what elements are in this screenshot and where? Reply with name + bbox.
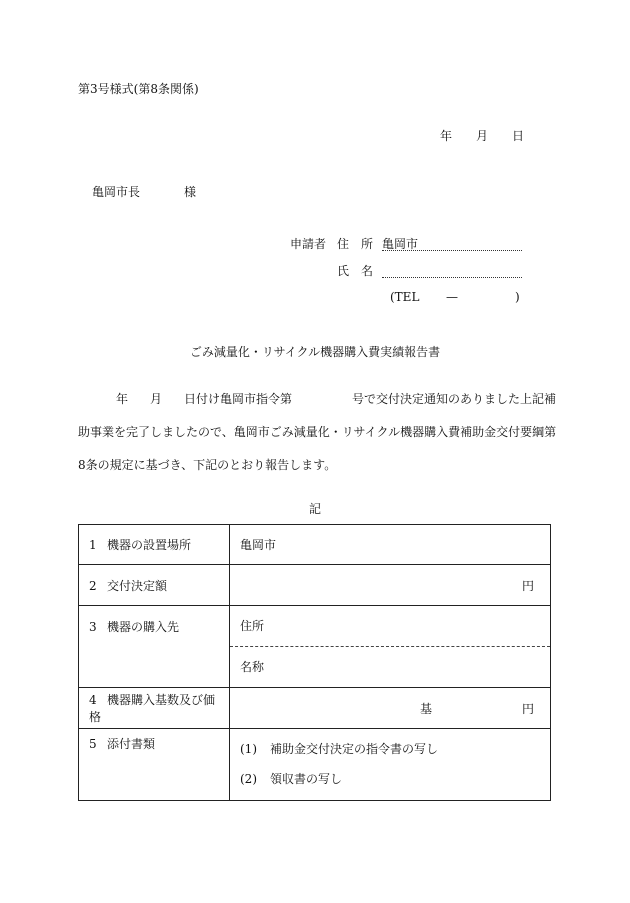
- form-number: 第3号様式(第8条関係): [78, 82, 199, 96]
- row-1-label-cell: [79, 525, 230, 565]
- row-2-label: 交付決定額: [107, 578, 168, 593]
- body-year: 年: [116, 392, 129, 406]
- attachment-2-text: 領収書の写し: [270, 772, 343, 786]
- row-2-value-cell: [230, 565, 551, 606]
- body-end: 号で交付決定通知のありました上記補: [352, 392, 557, 406]
- address-value: 亀岡市: [382, 237, 419, 251]
- row-4-unit-ki: 基: [420, 702, 433, 716]
- row-2-num: 2: [89, 578, 97, 593]
- date-day-label: 日: [512, 129, 525, 143]
- table-row: [79, 729, 551, 801]
- address-label: 住 所: [337, 237, 374, 251]
- table-row: [79, 606, 551, 688]
- row-3-sub-address: [230, 606, 550, 647]
- attachment-2-mark: (2): [240, 772, 257, 786]
- table-row: [79, 565, 551, 606]
- body-line-2: 助事業を完了しましたので、亀岡市ごみ減量化・リサイクル機器購入費補助金交付要綱第: [78, 425, 557, 439]
- table-row: [79, 525, 551, 565]
- body-line-3: 8条の規定に基づき、下記のとおり報告します。: [78, 458, 337, 472]
- body-month: 月: [150, 392, 163, 406]
- table-row: [79, 688, 551, 729]
- tel-label: (TEL: [390, 290, 420, 304]
- addressee-honorific: 様: [184, 185, 197, 199]
- row-5-num: 5: [89, 737, 97, 751]
- date-year-label: 年: [440, 129, 453, 143]
- row-1-value-cell: [230, 525, 551, 565]
- row-3-sub2: 名称: [240, 660, 265, 674]
- row-3-label: 機器の購入先: [107, 620, 180, 634]
- tel-close: ): [515, 290, 520, 304]
- row-4-unit-yen: 円: [521, 702, 534, 716]
- row-3-label-cell: [79, 606, 230, 688]
- row-3-value-cell: [230, 606, 551, 688]
- row-4-value-cell: [230, 688, 551, 729]
- attachment-item: [240, 764, 540, 794]
- address-underline: [382, 250, 522, 251]
- attachment-item: [240, 734, 540, 764]
- date-month-label: 月: [476, 129, 489, 143]
- row-4-label-cell: [79, 688, 230, 729]
- document-title: ごみ減量化・リサイクル機器購入費実績報告書: [189, 345, 441, 359]
- row-2-label-cell: [79, 565, 230, 606]
- name-label: 氏 名: [337, 264, 374, 278]
- row-1-label: 機器の設置場所: [107, 538, 192, 552]
- row-1-num: 1: [89, 538, 97, 552]
- row-3-sub1: 住所: [240, 619, 265, 633]
- row-4-num: 4: [89, 693, 97, 707]
- row-5-value-cell: [230, 729, 551, 801]
- ki-heading: 記: [308, 502, 321, 516]
- name-underline: [382, 277, 522, 278]
- tel-dash: —: [446, 290, 458, 304]
- attachment-1-mark: (1): [240, 742, 257, 756]
- row-1-value: 亀岡市: [240, 538, 277, 552]
- row-3-num: 3: [89, 620, 97, 634]
- row-3-sub-name: [230, 647, 550, 687]
- row-5-label: 添付書類: [107, 737, 156, 751]
- addressee-name: 亀岡市長: [92, 185, 141, 199]
- applicant-label: 申請者: [290, 237, 327, 251]
- attachment-1-text: 補助金交付決定の指令書の写し: [270, 742, 439, 756]
- records-table: [78, 524, 551, 801]
- body-mid: 日付け亀岡市指令第: [184, 392, 293, 406]
- row-5-label-cell: [79, 729, 230, 801]
- row-4-label: 機器購入基数及び価格: [89, 693, 216, 724]
- row-2-unit: 円: [521, 578, 534, 593]
